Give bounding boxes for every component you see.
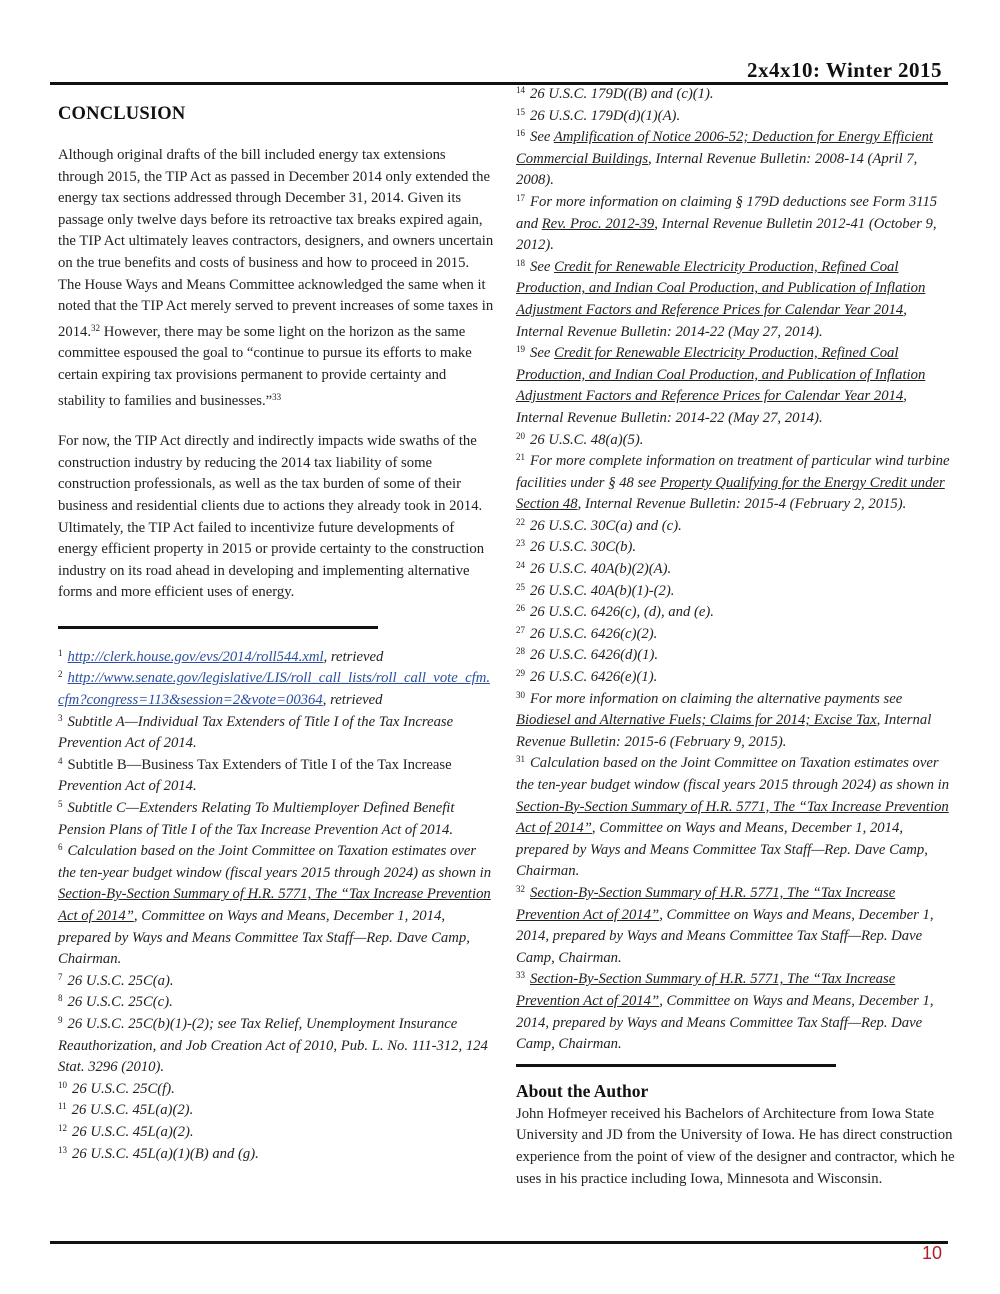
footnote-16: $^{16}$ See Amplification of Notice 2006-52; Deduction for Energy Efficient Commercial Buildings, Internal Revenue Bulletin: 2008-14 (April 7, 2008). [516, 128, 934, 189]
footnote-1: $^1$ http://clerk.house.gov/evs/2014/roll544.xml, retrieved [58, 647, 384, 665]
footnote-10: $^{10}$ 26 U.S.C. 25C(f). [58, 1079, 175, 1097]
footnote-3: $^3$ Subtitle A—Individual Tax Extenders of Title I of the Tax Increase Prevention Act of 2014. [58, 712, 454, 752]
footnote-19-citation[interactable]: Credit for Renewable Electricity Production, Refined Coal Production, and Indian Coal Production, and Publication of Inflation Adjustment Factors and Reference Prices for Calendar Year 2014 [516, 345, 926, 405]
footnote-15: $^{15}$ 26 U.S.C. 179D(d)(1)(A). [516, 106, 681, 124]
footnote-6: $^6$ Calculation based on the Joint Committee on Taxation estimates over the ten-year budget window (fiscal years 2015 through 2024) as shown in Section-By-Section Summary of H.R. 5771, The “Tax Increase Prevention Act of 2014”, Committee on Ways and Means, December 1, 2014, prepared by Ways and Means Committee Tax Staff—Rep. Dave Camp, Chairman. [58, 842, 492, 968]
footnote-32: $^{32}$ Section-By-Section Summary of H.R. 5771, The “Tax Increase Prevention Act of 2014”, Committee on Ways and Means, December 1, 2014, prepared by Ways and Means Committee Tax Staff—Rep. Dave Camp, Chairman. [516, 883, 934, 966]
footnote-19: $^{19}$ See Credit for Renewable Electricity Production, Refined Coal Production, and Indian Coal Production, and Publication of Inflation Adjustment Factors and Reference Prices for Calendar Year 2014, Internal Revenue Bulletin: 2014-22 (May 27, 2014). [516, 344, 926, 426]
footnote-29: $^{29}$ 26 U.S.C. 6426(e)(1). [516, 668, 658, 686]
about-author-text: John Hofmeyer received his Bachelors of Architecture from Iowa State University and JD from the University of Iowa. He has direct construction experience from the point of view of the designer and contractor, which he uses in his practice including Iowa, Minnesota and Wisconsin. [516, 1105, 955, 1187]
footnote-27: $^{27}$ 26 U.S.C. 6426(c)(2). [516, 624, 658, 642]
footnote-33-citation[interactable]: Section-By-Section Summary of H.R. 5771, The “Tax Increase Prevention Act of 2014” [516, 971, 896, 1009]
footnote-28: $^{28}$ 26 U.S.C. 6426(d)(1). [516, 646, 659, 664]
footnote-ref-32[interactable]: 32 [91, 322, 101, 333]
conclusion-paragraph-1: Although original drafts of the bill included energy tax extensions through 2015, the TIP Act as passed in December 2014 only extended the energy tax sections addressed through December 31, 2014. Given its passage only twelve days before its retroactive tax breaks expired again, the TIP Act ultimately leaves contractors, designers, and owners uncertain on the true benefits and costs of business and how to proceed in 2015. The House Ways and Means Committee acknowledged the same when it noted that the TIP Act merely served to prevent increases of some taxes in 2014.32 However, there may be some light on the horizon as the same committee espoused the goal to “continue to pursue its efforts to make certain expiring tax provisions permanent to provide certainty and stability to families and businesses.”$^{33}$ [58, 147, 494, 409]
footnote-16-citation[interactable]: Amplification of Notice 2006-52; Deduction for Energy Efficient Commercial Buildings [516, 129, 934, 167]
conclusion-heading: CONCLUSION [58, 104, 186, 124]
footnote-link-1[interactable]: http://clerk.house.gov/evs/2014/roll544.xml [67, 648, 324, 665]
footnote-18: $^{18}$ See Credit for Renewable Electricity Production, Refined Coal Production, and Indian Coal Production, and Publication of Inflation Adjustment Factors and Reference Prices for Calendar Year 2014, Internal Revenue Bulletin: 2014-22 (May 27, 2014). [516, 257, 926, 340]
footnote-7: $^7$ 26 U.S.C. 25C(a). [58, 971, 174, 989]
footnote-17: $^{17}$ For more information on claiming § 179D deductions see Form 3115 and Rev. Proc. 2012-39, Internal Revenue Bulletin 2012-41 (October 9, 2012). [516, 192, 938, 254]
footnote-2: $^2$ http://www.senate.gov/legislative/LIS/roll_call_lists/roll_call_vote_cfm.cfm?congress=113&session=2&vote=00364, retrieved [58, 669, 490, 709]
footnote-12: $^{12}$ 26 U.S.C. 45L(a)(2). [58, 1122, 194, 1140]
footnote-25: $^{25}$ 26 U.S.C. 40A(b)(1)-(2). [516, 581, 675, 599]
footnote-list-right [516, 84, 956, 1056]
footnote-31: $^{31}$ Calculation based on the Joint Committee on Taxation estimates over the ten-year budget window (fiscal years 2015 through 2024) as shown in Section-By-Section Summary of H.R. 5771, The “Tax Increase Prevention Act of 2014”, Committee on Ways and Means, December 1, 2014, prepared by Ways and Means Committee Tax Staff—Rep. Dave Camp, Chairman. [516, 754, 950, 880]
footnote-ref-33[interactable]: 33 [272, 391, 282, 402]
footnote-9: $^9$ 26 U.S.C. 25C(b)(1)-(2); see Tax Relief, Unemployment Insurance Reauthorization, and Job Creation Act of 2010, Pub. L. No. 111-312, 124 Stat. 3296 (2010). [58, 1014, 488, 1076]
footnote-8: $^8$ 26 U.S.C. 25C(c). [58, 993, 173, 1011]
footnote-31-citation[interactable]: Section-By-Section Summary of H.R. 5771, The “Tax Increase Prevention Act of 2014” [516, 798, 949, 837]
right-column [516, 84, 956, 1190]
footnote-30: $^{30}$ For more information on claiming the alternative payments see Biodiesel and Alternative Fuels; Claims for 2014; Excise Tax, Internal Revenue Bulletin: 2015-6 (February 9, 2015). [516, 689, 932, 750]
footnote-21-citation[interactable]: Property Qualifying for the Energy Credit under Section 48 [516, 474, 945, 513]
footnote-20: $^{20}$ 26 U.S.C. 48(a)(5). [516, 430, 644, 448]
left-column [58, 104, 494, 1165]
conclusion-paragraph-2: For now, the TIP Act directly and indirectly impacts wide swaths of the construction industry by reducing the 2014 tax liability of some construction professionals, as well as the tax burden of some of their business and residential clients due to actions they already took in 2014. Ultimately, the TIP Act failed to incentivize future developments of energy efficient property in 2015 or provide certainty to the construction industry on its road ahead in developing and implementing alternative forms and more efficient uses of energy. [58, 433, 485, 601]
about-author-heading: About the Author [516, 1080, 649, 1101]
footnote-link-2[interactable]: http://www.senate.gov/legislative/LIS/roll_call_lists/roll_call_vote_cfm.cfm?congress=113&session=2&vote=00364 [58, 670, 490, 709]
footnote-11: $^{11}$ 26 U.S.C. 45L(a)(2). [58, 1101, 194, 1119]
footnote-6-citation[interactable]: Section-By-Section Summary of H.R. 5771, The “Tax Increase Prevention Act of 2014” [58, 886, 491, 924]
footnote-30-citation[interactable]: Biodiesel and Alternative Fuels; Claims for 2014; Excise Tax [516, 712, 877, 729]
footnote-list-left [58, 647, 494, 1165]
footnote-13: $^{13}$ 26 U.S.C. 45L(a)(1)(B) and (g). [58, 1144, 259, 1162]
footnote-14: $^{14}$ 26 U.S.C. 179D((B) and (c)(1). [516, 85, 714, 102]
footnote-17-citation[interactable]: Rev. Proc. 2012-39 [541, 215, 655, 232]
footnote-22: $^{22}$ 26 U.S.C. 30C(a) and (c). [516, 516, 682, 534]
footnote-5: $^5$ Subtitle C—Extenders Relating To Multiemployer Defined Benefit Pension Plans of Title I of the Tax Increase Prevention Act of 2014. [58, 799, 455, 838]
footnote-4: $^4$ Subtitle B—Business Tax Extenders of Title I of the Tax Increase Prevention Act of 2014. [58, 755, 452, 795]
footnote-18-citation[interactable]: Credit for Renewable Electricity Production, Refined Coal Production, and Indian Coal Production, and Publication of Inflation Adjustment Factors and Reference Prices for Calendar Year 2014 [516, 258, 926, 318]
footnote-26: $^{26}$ 26 U.S.C. 6426(c), (d), and (e). [516, 603, 714, 621]
newsletter-title: 2x4x10: Winter 2015 [746, 58, 942, 82]
footnote-33: $^{33}$ Section-By-Section Summary of H.R. 5771, The “Tax Increase Prevention Act of 2014”, Committee on Ways and Means, December 1, 2014, prepared by Ways and Means Committee Tax Staff—Rep. Dave Camp, Chairman. [516, 970, 934, 1053]
footnote-21: $^{21}$ For more complete information on treatment of particular wind turbine facilities under § 48 see Property Qualifying for the Energy Credit under Section 48, Internal Revenue Bulletin: 2015-4 (February 2, 2015). [516, 452, 950, 513]
footnote-separator-rule [58, 626, 378, 629]
footer-rule [50, 1241, 948, 1244]
footnote-32-citation[interactable]: Section-By-Section Summary of H.R. 5771, The “Tax Increase Prevention Act of 2014” [516, 884, 896, 923]
page-number: 10 [921, 1243, 942, 1263]
footnote-24: $^{24}$ 26 U.S.C. 40A(b)(2)(A). [516, 560, 672, 578]
about-separator-rule [516, 1064, 836, 1067]
footnote-23: $^{23}$ 26 U.S.C. 30C(b). [516, 538, 637, 556]
